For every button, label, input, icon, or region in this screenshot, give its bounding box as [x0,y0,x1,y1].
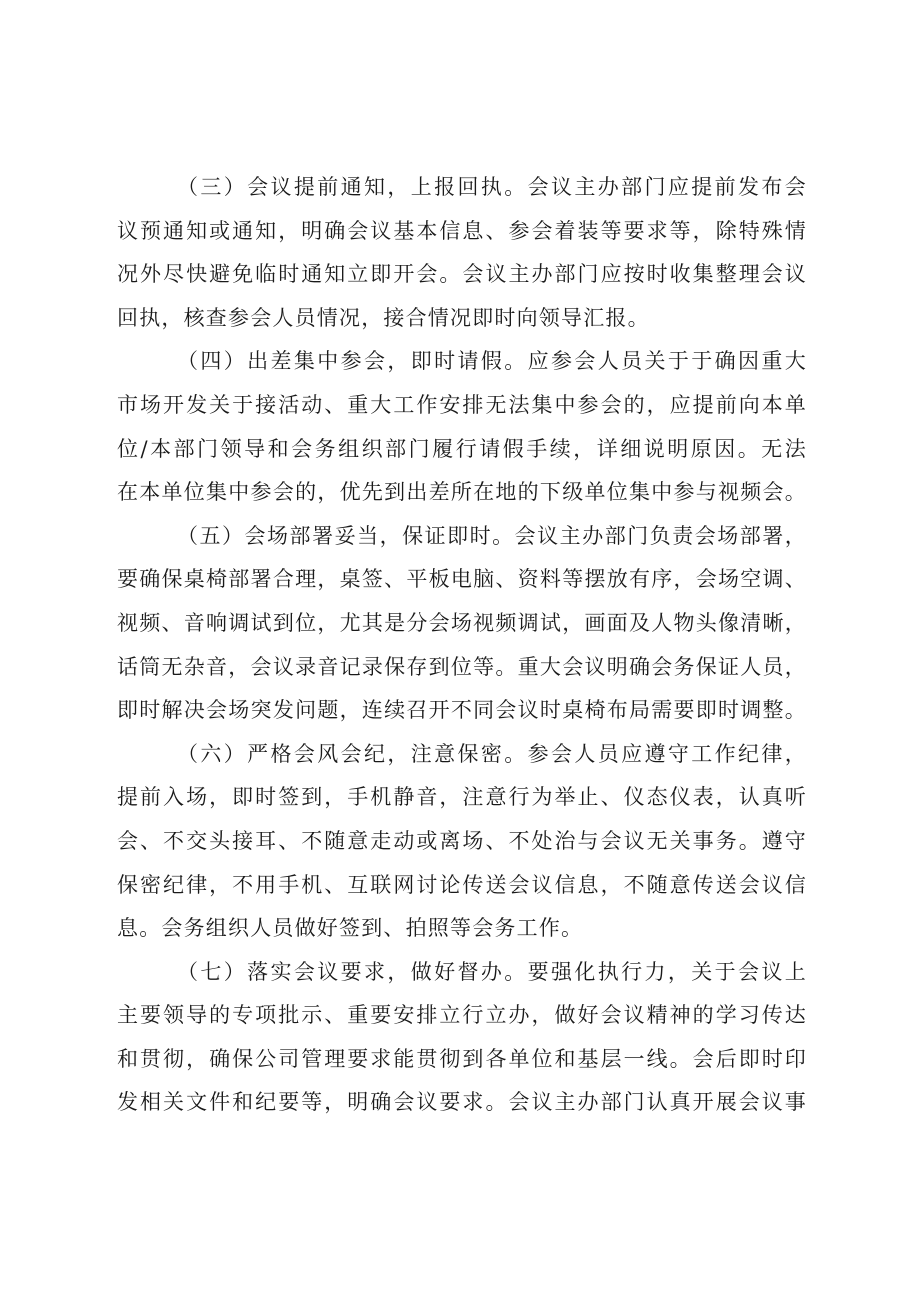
paragraph-3-line-2: 议预通知或通知，明确会议基本信息、参会着装等要求等，除特殊情 [117,218,807,243]
paragraph-4-line-1: （四）出差集中参会，即时请假。应参会人员关于于确因重大 [177,349,807,374]
paragraph-5-line-4: 话筒无杂音，会议录音记录保存到位等。重大会议明确会务保证人员， [117,654,807,679]
paragraph-7-line-1: （七）落实会议要求，做好督办。要强化执行力，关于会议上 [177,959,807,984]
paragraph-7-line-2: 主要领导的专项批示、重要安排立行立办，做好会议精神的学习传达 [117,1003,807,1028]
paragraph-3-line-4: 回执，核查参会人员情况，接合情况即时向领导汇报。 [117,305,650,330]
paragraph-7-line-4: 发相关文件和纪要等，明确会议要求。会议主办部门认真开展会议事 [117,1090,807,1115]
paragraph-3-line-3: 况外尽快避免临时通知立即开会。会议主办部门应按时收集整理会议 [117,262,807,287]
paragraph-5-line-2: 要确保桌椅部署合理，桌签、平板电脑、资料等摆放有序，会场空调、 [117,567,807,592]
document-body [117,166,807,1125]
paragraph-5-line-3: 视频、音响调试到位，尤其是分会场视频调试，画面及人物头像清晰， [117,610,807,635]
paragraph-7-line-3: 和贯彻，确保公司管理要求能贯彻到各单位和基层一线。会后即时印 [117,1046,807,1071]
paragraph-6-line-4: 保密纪律，不用手机、互联网讨论传送会议信息，不随意传送会议信 [117,872,807,897]
paragraph-4-line-4: 在本单位集中参会的，优先到出差所在地的下级单位集中参与视频会。 [117,480,807,505]
paragraph-3-line-1: （三）会议提前通知，上报回执。会议主办部门应提前发布会 [177,175,807,199]
paragraph-6-line-3: 会、不交头接耳、不随意走动或离场、不处治与会议无关事务。遵守 [117,828,807,853]
paragraph-4-line-3: 位/本部门领导和会务组织部门履行请假手续，详细说明原因。无法 [117,436,807,461]
paragraph-5-line-5: 即时解决会场突发问题，连续召开不同会议时桌椅布局需要即时调整。 [117,698,807,723]
paragraph-5-line-1: （五）会场部署妥当，保证即时。会议主办部门负责会场部署， [177,523,807,548]
paragraph-6-line-5: 息。会务组织人员做好签到、拍照等会务工作。 [117,916,584,941]
paragraph-6-line-1: （六）严格会风会纪，注意保密。参会人员应遵守工作纪律， [177,741,807,766]
paragraph-6-line-2: 提前入场，即时签到，手机静音，注意行为举止、仪态仪表，认真听 [117,785,807,810]
paragraph-4-line-2: 市场开发关于接活动、重大工作安排无法集中参会的，应提前向本单 [117,392,807,417]
